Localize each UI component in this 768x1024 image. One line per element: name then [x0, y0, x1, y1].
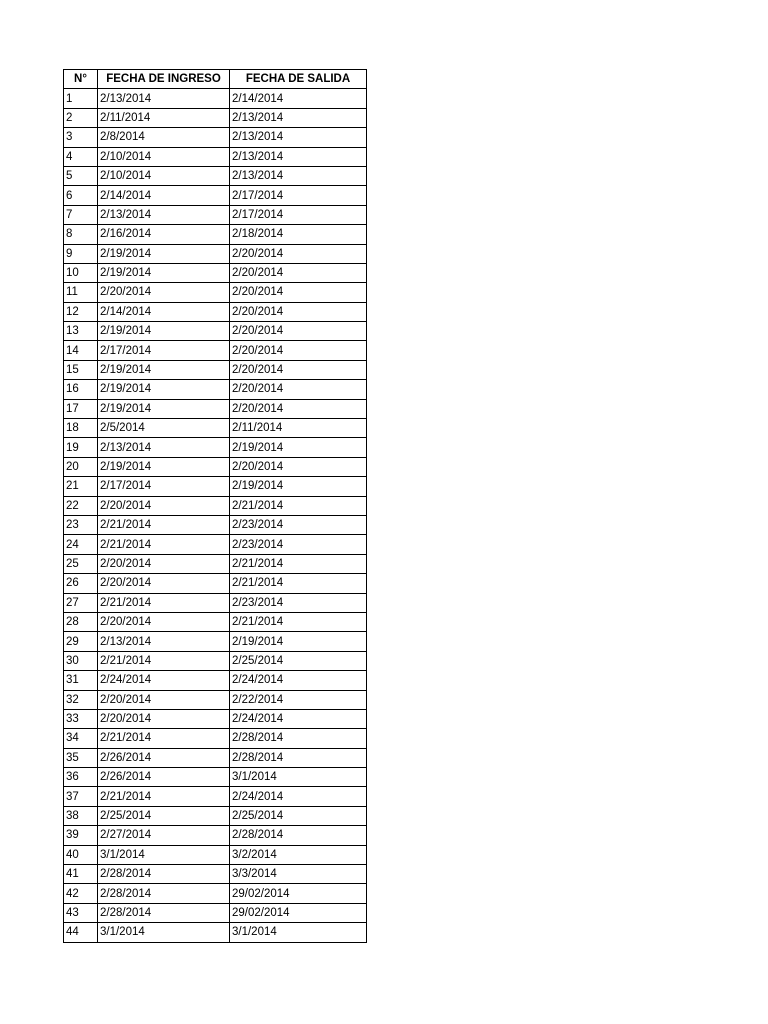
row-number-cell: 33: [64, 709, 98, 728]
entry-date-cell: 2/28/2014: [98, 884, 230, 903]
table-row: [64, 186, 367, 205]
entry-date-cell: 2/17/2014: [98, 477, 230, 496]
table-row: [64, 438, 367, 457]
entry-date-cell: 2/19/2014: [98, 263, 230, 282]
table-row: [64, 89, 367, 108]
exit-date-cell: 2/20/2014: [230, 380, 367, 399]
entry-date-cell: 2/17/2014: [98, 341, 230, 360]
table-row: [64, 477, 367, 496]
entry-date-cell: 2/28/2014: [98, 865, 230, 884]
table-row: [64, 787, 367, 806]
entry-date-cell: 2/13/2014: [98, 89, 230, 108]
header-number: N°: [64, 70, 98, 89]
entry-date-cell: 2/20/2014: [98, 574, 230, 593]
row-number-cell: 42: [64, 884, 98, 903]
table-row: [64, 574, 367, 593]
exit-date-cell: 3/2/2014: [230, 845, 367, 864]
exit-date-cell: 2/18/2014: [230, 225, 367, 244]
row-number-cell: 15: [64, 360, 98, 379]
table-row: [64, 302, 367, 321]
table-row: [64, 322, 367, 341]
row-number-cell: 40: [64, 845, 98, 864]
entry-date-cell: 2/13/2014: [98, 205, 230, 224]
table-row: [64, 690, 367, 709]
entry-date-cell: 2/19/2014: [98, 322, 230, 341]
exit-date-cell: 2/21/2014: [230, 554, 367, 573]
header-entry-date: FECHA DE INGRESO: [98, 70, 230, 89]
row-number-cell: 35: [64, 748, 98, 767]
entry-date-cell: 2/21/2014: [98, 651, 230, 670]
table-row: [64, 729, 367, 748]
entry-date-cell: 2/10/2014: [98, 166, 230, 185]
exit-date-cell: 2/23/2014: [230, 593, 367, 612]
row-number-cell: 36: [64, 768, 98, 787]
entry-date-cell: 2/28/2014: [98, 903, 230, 922]
row-number-cell: 13: [64, 322, 98, 341]
header-row: [64, 70, 367, 89]
exit-date-cell: 3/1/2014: [230, 768, 367, 787]
row-number-cell: 8: [64, 225, 98, 244]
table-row: [64, 535, 367, 554]
exit-date-cell: 2/24/2014: [230, 787, 367, 806]
table-row: [64, 263, 367, 282]
table-row: [64, 806, 367, 825]
table-row: [64, 225, 367, 244]
entry-date-cell: 2/11/2014: [98, 108, 230, 127]
row-number-cell: 31: [64, 671, 98, 690]
table-row: [64, 515, 367, 534]
entry-date-cell: 2/14/2014: [98, 186, 230, 205]
table-row: [64, 709, 367, 728]
row-number-cell: 20: [64, 457, 98, 476]
row-number-cell: 27: [64, 593, 98, 612]
row-number-cell: 26: [64, 574, 98, 593]
table-row: [64, 457, 367, 476]
exit-date-cell: 2/28/2014: [230, 826, 367, 845]
entry-date-cell: 2/13/2014: [98, 438, 230, 457]
entry-date-cell: 2/21/2014: [98, 535, 230, 554]
exit-date-cell: 29/02/2014: [230, 884, 367, 903]
exit-date-cell: 2/28/2014: [230, 748, 367, 767]
exit-date-cell: 2/25/2014: [230, 806, 367, 825]
entry-date-cell: 2/20/2014: [98, 690, 230, 709]
table-row: [64, 108, 367, 127]
entry-date-cell: 2/20/2014: [98, 554, 230, 573]
table-row: [64, 671, 367, 690]
row-number-cell: 14: [64, 341, 98, 360]
exit-date-cell: 2/21/2014: [230, 574, 367, 593]
row-number-cell: 24: [64, 535, 98, 554]
exit-date-cell: 2/20/2014: [230, 283, 367, 302]
entry-date-cell: 2/19/2014: [98, 380, 230, 399]
admissions-table: [63, 69, 367, 943]
table-row: [64, 554, 367, 573]
row-number-cell: 43: [64, 903, 98, 922]
table-body: [64, 89, 367, 942]
exit-date-cell: 2/20/2014: [230, 360, 367, 379]
table-row: [64, 593, 367, 612]
header-exit-date: FECHA DE SALIDA: [230, 70, 367, 89]
table-row: [64, 283, 367, 302]
exit-date-cell: 2/11/2014: [230, 419, 367, 438]
row-number-cell: 6: [64, 186, 98, 205]
row-number-cell: 37: [64, 787, 98, 806]
row-number-cell: 18: [64, 419, 98, 438]
table-row: [64, 632, 367, 651]
table-row: [64, 147, 367, 166]
row-number-cell: 11: [64, 283, 98, 302]
exit-date-cell: 3/3/2014: [230, 865, 367, 884]
row-number-cell: 2: [64, 108, 98, 127]
row-number-cell: 22: [64, 496, 98, 515]
exit-date-cell: 2/21/2014: [230, 612, 367, 631]
table-row: [64, 923, 367, 942]
table-row: [64, 128, 367, 147]
entry-date-cell: 2/5/2014: [98, 419, 230, 438]
entry-date-cell: 2/19/2014: [98, 360, 230, 379]
row-number-cell: 21: [64, 477, 98, 496]
exit-date-cell: 2/13/2014: [230, 108, 367, 127]
exit-date-cell: 2/25/2014: [230, 651, 367, 670]
row-number-cell: 28: [64, 612, 98, 631]
table-row: [64, 166, 367, 185]
table-row: [64, 380, 367, 399]
entry-date-cell: 2/20/2014: [98, 496, 230, 515]
table-row: [64, 244, 367, 263]
row-number-cell: 29: [64, 632, 98, 651]
row-number-cell: 39: [64, 826, 98, 845]
exit-date-cell: 2/22/2014: [230, 690, 367, 709]
table-row: [64, 419, 367, 438]
entry-date-cell: 2/20/2014: [98, 612, 230, 631]
entry-date-cell: 2/26/2014: [98, 748, 230, 767]
exit-date-cell: 2/20/2014: [230, 341, 367, 360]
table-row: [64, 845, 367, 864]
table-row: [64, 903, 367, 922]
entry-date-cell: 2/21/2014: [98, 787, 230, 806]
row-number-cell: 44: [64, 923, 98, 942]
entry-date-cell: 2/21/2014: [98, 729, 230, 748]
row-number-cell: 3: [64, 128, 98, 147]
exit-date-cell: 2/17/2014: [230, 186, 367, 205]
table-row: [64, 399, 367, 418]
exit-date-cell: 2/13/2014: [230, 147, 367, 166]
entry-date-cell: 2/13/2014: [98, 632, 230, 651]
table-row: [64, 360, 367, 379]
table-row: [64, 865, 367, 884]
entry-date-cell: 2/19/2014: [98, 244, 230, 263]
row-number-cell: 32: [64, 690, 98, 709]
row-number-cell: 9: [64, 244, 98, 263]
exit-date-cell: 2/23/2014: [230, 535, 367, 554]
table-row: [64, 205, 367, 224]
table-row: [64, 884, 367, 903]
exit-date-cell: 2/20/2014: [230, 263, 367, 282]
entry-date-cell: 2/19/2014: [98, 457, 230, 476]
row-number-cell: 25: [64, 554, 98, 573]
entry-date-cell: 2/20/2014: [98, 709, 230, 728]
entry-date-cell: 2/10/2014: [98, 147, 230, 166]
entry-date-cell: 2/14/2014: [98, 302, 230, 321]
entry-date-cell: 2/21/2014: [98, 515, 230, 534]
entry-date-cell: 3/1/2014: [98, 923, 230, 942]
exit-date-cell: 2/13/2014: [230, 166, 367, 185]
row-number-cell: 1: [64, 89, 98, 108]
row-number-cell: 7: [64, 205, 98, 224]
entry-date-cell: 2/21/2014: [98, 593, 230, 612]
table-row: [64, 748, 367, 767]
row-number-cell: 30: [64, 651, 98, 670]
exit-date-cell: 2/20/2014: [230, 457, 367, 476]
exit-date-cell: 2/13/2014: [230, 128, 367, 147]
table-row: [64, 496, 367, 515]
exit-date-cell: 2/23/2014: [230, 515, 367, 534]
row-number-cell: 23: [64, 515, 98, 534]
exit-date-cell: 2/20/2014: [230, 244, 367, 263]
table-row: [64, 826, 367, 845]
exit-date-cell: 2/21/2014: [230, 496, 367, 515]
exit-date-cell: 2/20/2014: [230, 302, 367, 321]
row-number-cell: 5: [64, 166, 98, 185]
exit-date-cell: 3/1/2014: [230, 923, 367, 942]
spreadsheet-page: [63, 69, 367, 943]
exit-date-cell: 2/28/2014: [230, 729, 367, 748]
exit-date-cell: 2/19/2014: [230, 438, 367, 457]
row-number-cell: 38: [64, 806, 98, 825]
row-number-cell: 41: [64, 865, 98, 884]
row-number-cell: 17: [64, 399, 98, 418]
exit-date-cell: 2/24/2014: [230, 709, 367, 728]
exit-date-cell: 29/02/2014: [230, 903, 367, 922]
table-row: [64, 768, 367, 787]
entry-date-cell: 2/19/2014: [98, 399, 230, 418]
entry-date-cell: 2/25/2014: [98, 806, 230, 825]
entry-date-cell: 2/26/2014: [98, 768, 230, 787]
entry-date-cell: 2/27/2014: [98, 826, 230, 845]
entry-date-cell: 2/8/2014: [98, 128, 230, 147]
exit-date-cell: 2/20/2014: [230, 399, 367, 418]
row-number-cell: 19: [64, 438, 98, 457]
table-row: [64, 651, 367, 670]
row-number-cell: 10: [64, 263, 98, 282]
table-row: [64, 341, 367, 360]
exit-date-cell: 2/19/2014: [230, 477, 367, 496]
entry-date-cell: 2/16/2014: [98, 225, 230, 244]
row-number-cell: 16: [64, 380, 98, 399]
exit-date-cell: 2/17/2014: [230, 205, 367, 224]
table-row: [64, 612, 367, 631]
entry-date-cell: 2/24/2014: [98, 671, 230, 690]
exit-date-cell: 2/19/2014: [230, 632, 367, 651]
row-number-cell: 12: [64, 302, 98, 321]
exit-date-cell: 2/20/2014: [230, 322, 367, 341]
row-number-cell: 34: [64, 729, 98, 748]
entry-date-cell: 3/1/2014: [98, 845, 230, 864]
row-number-cell: 4: [64, 147, 98, 166]
exit-date-cell: 2/14/2014: [230, 89, 367, 108]
entry-date-cell: 2/20/2014: [98, 283, 230, 302]
exit-date-cell: 2/24/2014: [230, 671, 367, 690]
